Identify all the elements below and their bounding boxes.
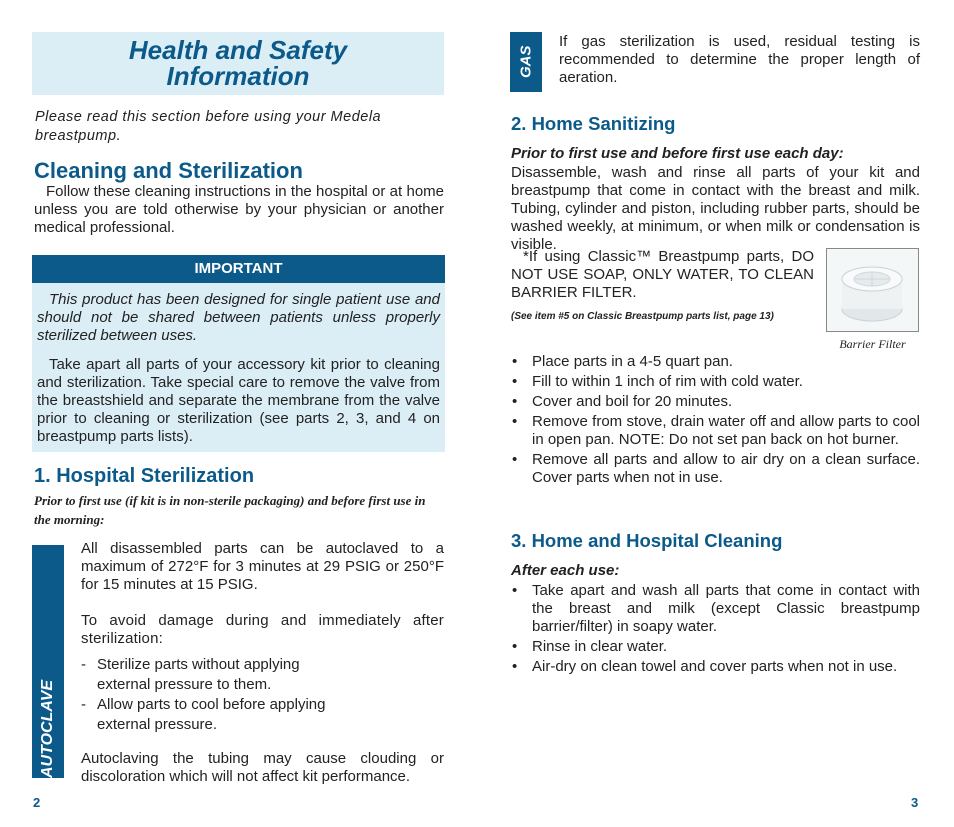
intro-text: Please read this section before using your Medela breastpump. bbox=[35, 109, 382, 144]
classic-note: (See item #5 on Classic Breastpump parts list, page 13) bbox=[511, 311, 774, 322]
autoclave-text-2: To avoid damage during and immediately after sterilization: bbox=[81, 612, 444, 647]
list-item: • Cover and boil for 20 minutes. bbox=[512, 393, 733, 410]
hospital-subheading: Prior to first use (if kit is in non-sterile packaging) and before first use in the morning: bbox=[34, 493, 426, 527]
hospital-heading: 1. Hospital Sterilization bbox=[34, 465, 255, 487]
home-sanitizing-subheading: Prior to first use and before first use each day: bbox=[511, 145, 844, 162]
page-title-line2: Information bbox=[166, 61, 310, 91]
gas-text: If gas sterilization is used, residual testing is recommended to determine the proper length of aeration. bbox=[559, 33, 920, 86]
title-box bbox=[32, 32, 444, 95]
gas-label: GAS bbox=[517, 45, 535, 79]
cleaning-text: Follow these cleaning instructions in the hospital or at home unless you are told otherwise by your physician or another medical professional. bbox=[34, 183, 444, 236]
classic-warning-text: *If using Classic™ Breastpump parts, DO NOT USE SOAP, ONLY WATER, TO CLEAN BARRIER FILTER. bbox=[511, 248, 814, 301]
list-item: • Rinse in clear water. bbox=[512, 638, 668, 655]
cleaning-heading: Cleaning and Sterilization bbox=[34, 158, 303, 183]
list-item: • Air-dry on clean towel and cover parts when not in use. bbox=[512, 658, 898, 675]
autoclave-label: AUTOCLAVE bbox=[39, 679, 56, 778]
important-text-1: This product has been designed for single patient use and should not be shared between patients unless properly sterilized between uses. bbox=[37, 291, 440, 344]
important-label: IMPORTANT bbox=[32, 255, 445, 283]
hospital-cleaning-heading: 3. Home and Hospital Cleaning bbox=[511, 530, 783, 551]
hospital-cleaning-list bbox=[511, 582, 920, 678]
list-item: • Remove all parts and allow to air dry on a clean surface. Cover parts when not in use. bbox=[512, 451, 920, 486]
barrier-filter-image bbox=[826, 248, 919, 332]
list-item: • Remove from stove, drain water off and allow parts to cool in open pan. NOTE: Do not set pan back on hot burner. bbox=[512, 413, 920, 448]
autoclave-text-3: Autoclaving the tubing may cause clouding or discoloration which will not affect kit performance. bbox=[81, 750, 444, 785]
list-item: • Take apart and wash all parts that come in contact with the breast and milk (except Classic breastpump barrier/filter) in soapy water. bbox=[512, 582, 920, 635]
home-sanitizing-list bbox=[511, 353, 920, 489]
important-text-2: Take apart all parts of your accessory kit prior to cleaning and sterilization. Take special care to remove the valve from the breastshield and separate the membrane from the valve prior to cleaning or sterilization (see parts 2, 3, and 4 on breastpump parts lists). bbox=[37, 356, 440, 445]
dash-item: - Allow parts to cool before applying external pressure. bbox=[81, 696, 326, 733]
page-title-line1: Health and Safety bbox=[128, 35, 348, 65]
list-item: • Fill to within 1 inch of rim with cold water. bbox=[512, 373, 803, 390]
page-number-right: 3 bbox=[911, 795, 919, 810]
barrier-filter-caption: Barrier Filter bbox=[839, 337, 906, 351]
dash-item: - Sterilize parts without applying external pressure to them. bbox=[81, 656, 300, 693]
home-sanitizing-heading: 2. Home Sanitizing bbox=[511, 113, 676, 134]
after-each-use-label: After each use: bbox=[511, 562, 620, 579]
page-number-left: 2 bbox=[33, 795, 41, 810]
autoclave-text-1: All disassembled parts can be autoclaved to a maximum of 272°F for 3 minutes at 29 PSIG or 250°F for 15 minutes at 15 PSIG. bbox=[81, 540, 444, 593]
home-sanitizing-text: Disassemble, wash and rinse all parts of your kit and breastpump that come in contact with the breast and milk. Tubing, cylinder and piston, including rubber parts, should be washed weekly, at minimum, or when milk or condensation is visible. bbox=[511, 164, 920, 253]
list-item: • Place parts in a 4-5 quart pan. bbox=[512, 353, 733, 370]
